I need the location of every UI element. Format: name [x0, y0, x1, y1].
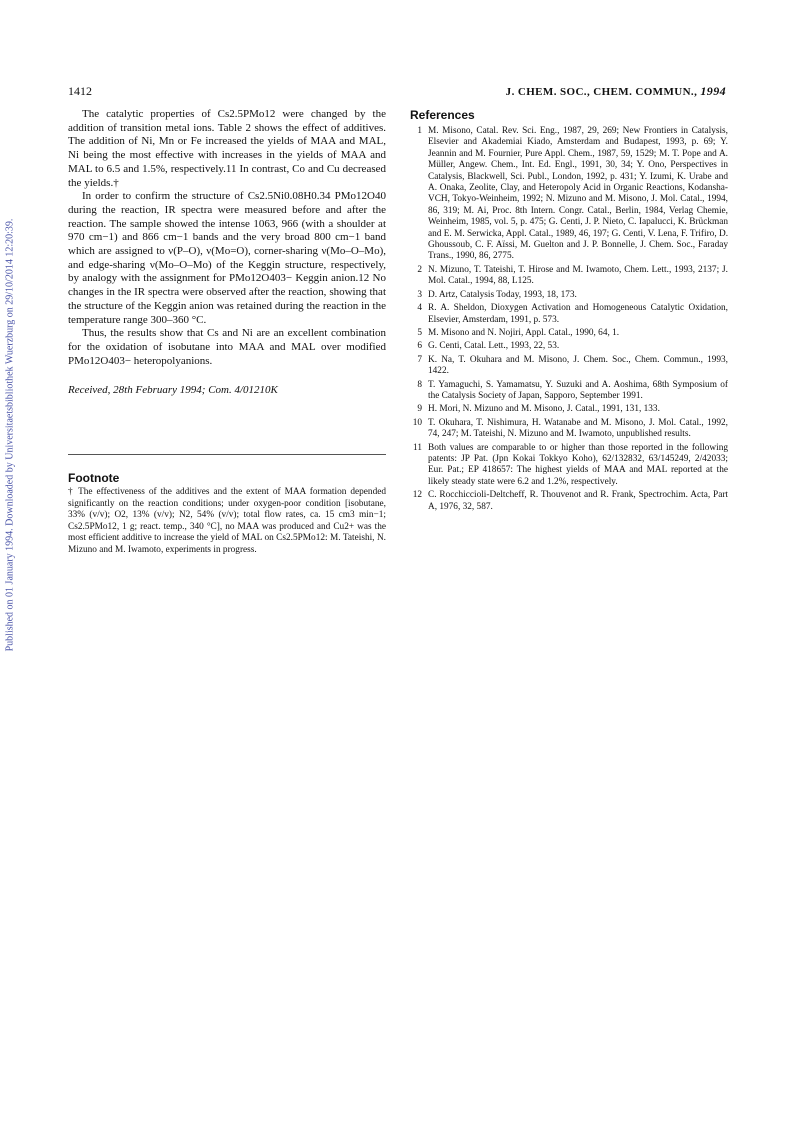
reference-text: N. Mizuno, T. Tateishi, T. Hirose and M. Iwamoto, Chem. Lett., 1993, 2137; J. Mol. Catal., 1994, 88, L125. — [428, 264, 728, 287]
reference-item — [410, 443, 728, 489]
reference-item — [410, 341, 728, 352]
reference-text: H. Mori, N. Mizuno and M. Misono, J. Catal., 1991, 131, 133. — [428, 404, 660, 415]
reference-number: 2 — [417, 264, 422, 275]
reference-item — [410, 355, 728, 378]
download-watermark-text: Published on 01 January 1994. Downloaded by Universitaetsbibliothek Wuerzburg on 29/10/2014 12:20:39. — [4, 218, 16, 652]
section-divider — [68, 454, 386, 455]
reference-text: T. Okuhara, T. Nishimura, H. Watanabe and M. Misono, J. Mol. Catal., 1992, 74, 247; M. Tateishi, N. Mizuno and M. Iwamoto, unpublished results. — [428, 417, 728, 440]
body-paragraph-1: The catalytic properties of Cs2.5PMo12 were changed by the addition of transition metal ions. Table 2 shows the effect of additives. The addition of Ni, Mn or Fe increased the yields of MAA and MAL, Ni being the most effective with increases in the yields of MAA and MAL to 6.5 and 1.5%, respectively.11 In contrast, Co and Cu decreased the yields.† — [68, 108, 386, 189]
reference-number: 1 — [417, 126, 422, 136]
reference-number: 10 — [412, 417, 422, 428]
reference-number: 8 — [417, 379, 422, 390]
references-list — [410, 126, 728, 513]
references-heading: References — [410, 108, 475, 122]
received-line: Received, 28th February 1994; Com. 4/01210K — [68, 384, 278, 397]
reference-item — [410, 418, 728, 441]
reference-item — [410, 126, 728, 263]
reference-text: M. Misono, Catal. Rev. Sci. Eng., 1987, 29, 269; New Frontiers in Catalysis, Elsevier and Akademiai Kiado, Amsterdam and Budapest, 1993, p. 69; Y. Jeannin and M. Fournier, Pure Appl. Chem., 1987, 59, 1529; M. T. Pope and A. Müller, Angew. Chem., Int. Ed. Engl., 1991, 30, 34; Y. Ono, Perspectives in Catalysis, Blackwell, Sci. Publ., London, 1992, p. 431; Y. Izumi, K. Urabe and A. Onaka, Zeolite, Clay, and Heteropoly Acid in Organic Reactions, Kodansha-VCH, Tokyo-Weinheim, 1992; N. Mizuno and M. Misono, J. Mol. Catal., 1994, 86, 319; M. Ai, Proc. 8th Intern. Congr. Catal., Berlin, 1984, Verlag Chemie, Weinheim, 1985, vol. 5, p. 475; G. Centi, J. P. Nieto, C. Iapalucci, K. Brückman and E. M. Serwicka, Appl. Catal., 1989, 46, 197; G. Centi, V. Lena, F. Trifiro, D. Ghoussoub, C. F. Aïssi, M. Guelton and J. P. Bonnelle, J. Chem. Soc., Faraday Trans., 1990, 86, 2775. — [428, 126, 729, 262]
reference-text: M. Misono and N. Nojiri, Appl. Catal., 1990, 64, 1. — [428, 327, 620, 338]
reference-number: 4 — [417, 303, 422, 314]
journal-name: J. CHEM. SOC., CHEM. COMMUN., — [505, 86, 698, 98]
reference-number: 7 — [417, 354, 422, 365]
reference-item — [410, 380, 728, 403]
reference-number: 5 — [417, 327, 422, 338]
reference-number: 12 — [412, 490, 422, 501]
reference-number: 6 — [417, 341, 422, 352]
reference-number: 11 — [413, 442, 422, 453]
download-watermark — [3, 190, 17, 680]
reference-item — [410, 290, 728, 301]
body-paragraph-3: Thus, the results show that Cs and Ni are an excellent combination for the oxidation of isobutane into MAA and MAL over modified PMo12O403− heteropolyanions. — [68, 327, 386, 367]
reference-item — [410, 303, 728, 326]
reference-item — [410, 328, 728, 339]
reference-text: D. Artz, Catalysis Today, 1993, 18, 173. — [428, 289, 577, 300]
reference-item — [410, 265, 728, 288]
reference-text: Both values are comparable to or higher than those reported in the following patents: JP Pat. (Jpn Kokai Tokkyo Koho), 62/132832, 63/145249, 2/42033; Eur. Pat.; EP 418657: The highest yields of MAA and MAL reported at the likely steady state were 6.2 and 1.2%, respectively. — [428, 442, 728, 487]
left-column — [68, 108, 386, 398]
right-column — [410, 108, 728, 515]
reference-text: R. A. Sheldon, Dioxygen Activation and Homogeneous Catalytic Oxidation, Elsevier, Amsterdam, 1991, p. 573. — [428, 303, 728, 325]
reference-number: 3 — [417, 289, 422, 300]
journal-header — [506, 84, 726, 99]
reference-item — [410, 404, 728, 415]
reference-text: C. Rocchiccioli-Deltcheff, R. Thouvenot and R. Frank, Spectrochim. Acta, Part A, 1976, 32, 587. — [428, 490, 728, 512]
footnote-text: † The effectiveness of the additives and the extent of MAA formation depended significantly on the reaction conditions; under oxygen-poor condition [isobutane, 33% (v/v); O2, 13% (v/v); N2, 54% (v/v); total flow rates, ca. 15 cm3 min−1; Cs2.5PMo12, 1 g; react. temp., 340 °C], no MAA was produced and Cu2+ was the most efficient additive to increase the yield of MAL on Cs2.5PMo12: M. Tateishi, N. Mizuno and M. Iwamoto, experiments in progress. — [68, 487, 386, 555]
journal-year: 1994 — [700, 84, 726, 98]
footnote-heading: Footnote — [68, 471, 120, 485]
reference-item — [410, 490, 728, 513]
reference-text: K. Na, T. Okuhara and M. Misono, J. Chem. Soc., Chem. Commun., 1993, 1422. — [428, 354, 728, 377]
reference-number: 9 — [417, 404, 422, 415]
reference-text: G. Centi, Catal. Lett., 1993, 22, 53. — [428, 341, 560, 352]
body-paragraph-2: In order to confirm the structure of Cs2.5Ni0.08H0.34 PMo12O40 during the reaction, IR spectra were measured before and after the reaction. The sample showed the intense 1063, 966 (with a shoulder at 970 cm−1) and 866 cm−1 bands and the very broad 800 cm−1 band which are assigned to ν(P–O), ν(Mo=O), corner-sharing ν(Mo–O–Mo), and edge-sharing ν(Mo–O–Mo) of the Keggin structure, respectively, by analogy with the assignment for PMo12O403− Keggin anion.12 No changes in the IR spectra were observed after the reaction, showing that the structure of the Keggin anion was retained during the reaction in the temperature range 300–360 °C. — [68, 190, 386, 326]
reference-text: T. Yamaguchi, S. Yamamatsu, Y. Suzuki and A. Aoshima, 68th Symposium of the Catalysis Society of Japan, Sapporo, September 1991. — [428, 379, 728, 401]
page-number: 1412 — [68, 84, 92, 98]
